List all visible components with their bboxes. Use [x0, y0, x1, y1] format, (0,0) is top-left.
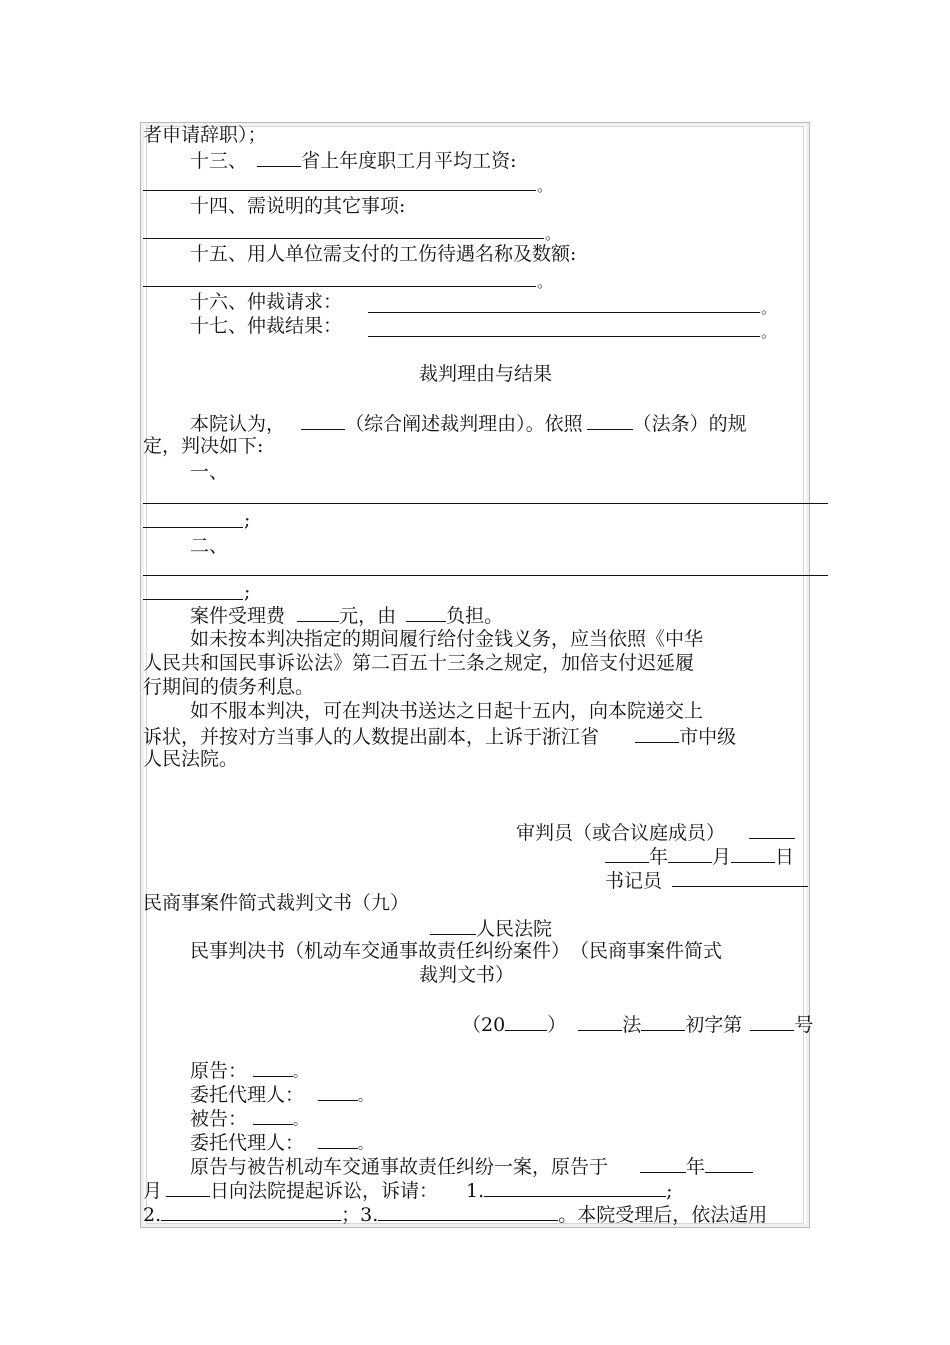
blank-field [749, 820, 795, 839]
blank-field [641, 1012, 685, 1031]
document-type-title: 民商事案件简式裁判文书（九） [143, 892, 410, 914]
clerk-signature: 书记员 [605, 868, 808, 892]
case-fee-line: 案件受理费 元，由 负担。 [190, 605, 504, 627]
text-line: 人民共和国民事诉讼法》第二百五十三条之规定，加倍支付迟延履 [143, 652, 695, 674]
blank-field [301, 411, 345, 430]
doc-title-line: 民事判决书（机动车交通事故责任纠纷案件） （民商事案件简式 [190, 940, 723, 962]
period-mark: 。 [537, 177, 553, 195]
blank-field [318, 1082, 358, 1101]
blank-line [368, 312, 760, 313]
blank-line [143, 575, 828, 576]
claim-line: 2. ；3. 。本院受理后，依法适用 [143, 1204, 768, 1226]
blank-line [143, 527, 243, 528]
claim-line: 原告与被告机动车交通事故责任纠纷一案，原告于 年 [190, 1154, 753, 1178]
semicolon-mark: ; [244, 581, 251, 603]
blank-line [143, 238, 544, 239]
blank-field [166, 1178, 210, 1197]
judgment-item-1: 一、 [190, 461, 229, 483]
period-mark: 。 [761, 323, 777, 341]
period-mark: 。 [761, 299, 777, 317]
text-line: 人民法院。 [143, 748, 239, 770]
appeal-line: 诉状，并按对方当事人的人数提出副本，上诉于浙江省 市中级 [143, 726, 737, 748]
period-mark: 。 [537, 273, 553, 291]
blank-field [605, 844, 649, 863]
claim-line: 月 日向法院提起诉讼，诉请： 1. ; [143, 1180, 673, 1202]
item-thirteen: 十三、 省上年度职工月平均工资: [190, 150, 517, 172]
reasoning-line: 本院认为， （综合阐述裁判理由）。依照 （法条）的规 [190, 413, 747, 435]
text-line: 行期间的债务利息。 [143, 676, 315, 698]
item-fifteen: 十五、用人单位需支付的工伤待遇名称及数额: [190, 243, 577, 265]
item-seventeen: 十七、仲裁结果： [190, 315, 343, 337]
date-line: 年 月 日 [605, 844, 794, 868]
item-sixteen: 十六、仲裁请求： [190, 291, 343, 313]
blank-field [635, 724, 679, 743]
blank-field [318, 1130, 358, 1149]
blank-field [750, 1012, 794, 1031]
blank-field [578, 1012, 622, 1031]
court-name: 人民法院 [430, 916, 552, 940]
period-mark: 。 [545, 225, 561, 243]
blank-field [406, 603, 446, 622]
blank-line [143, 503, 828, 504]
blank-line [143, 190, 536, 191]
defendant-agent-line: 委托代理人： 。 [190, 1132, 373, 1154]
semicolon-mark: ; [244, 509, 251, 531]
blank-field [587, 411, 633, 430]
judge-signature: 审判员（或合议庭成员） [516, 820, 795, 844]
blank-line [143, 599, 243, 600]
defendant-line: 被告： 。 [190, 1108, 308, 1130]
blank-field [672, 868, 808, 887]
text-line: 如未按本判决指定的期间履行给付金钱义务，应当依照《中华 [190, 628, 704, 650]
blank-field [253, 1058, 293, 1077]
text-line: 者申请辞职）； [143, 124, 267, 146]
blank-field [640, 1154, 686, 1173]
blank-field [297, 603, 339, 622]
blank-field [505, 1012, 547, 1031]
section-heading: 裁判理由与结果 [419, 363, 553, 385]
blank-field [378, 1202, 558, 1221]
blank-field [161, 1202, 341, 1221]
blank-field [257, 148, 301, 167]
blank-field [253, 1106, 293, 1125]
blank-field [430, 916, 476, 935]
case-number: （20 ） 法 初字第 号 [462, 1014, 814, 1036]
doc-title-line: 裁判文书） [419, 964, 515, 986]
blank-field [731, 844, 775, 863]
text-line: 如不服本判决，可在判决书送达之日起十五内，向本院递交上 [190, 700, 704, 722]
blank-field [484, 1178, 666, 1197]
plaintiff-agent-line: 委托代理人： 。 [190, 1084, 373, 1106]
text-line: 定，判决如下: [143, 435, 264, 457]
plaintiff-line: 原告： 。 [190, 1060, 308, 1082]
blank-line [368, 336, 760, 337]
blank-field [668, 844, 712, 863]
item-fourteen: 十四、需说明的其它事项: [190, 195, 406, 217]
judgment-item-2: 二、 [190, 535, 229, 557]
blank-field [705, 1154, 753, 1173]
blank-line [143, 286, 536, 287]
